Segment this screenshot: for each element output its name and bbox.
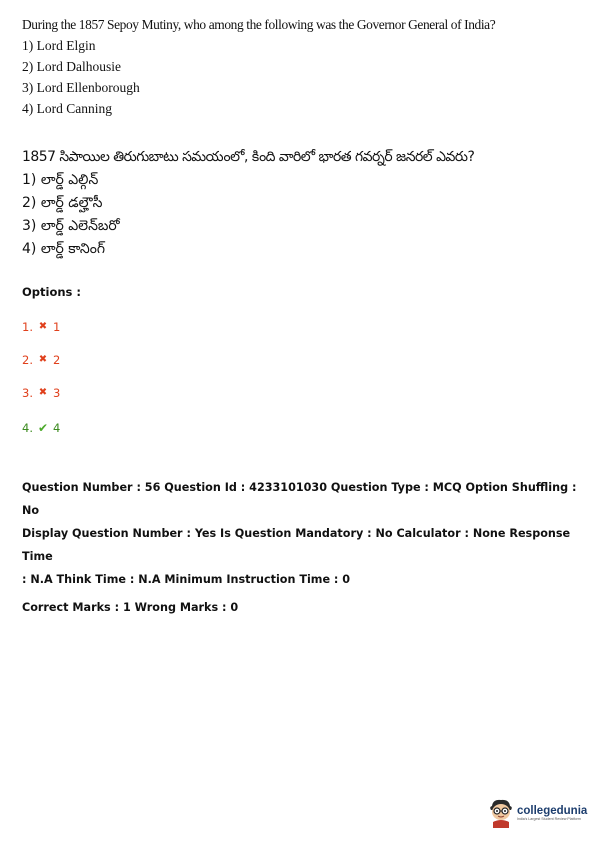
choice-value: 1 [52,320,61,334]
option-english-3: 3) Lord Ellenborough [22,80,140,95]
marks-line: Correct Marks : 1 Wrong Marks : 0 [22,601,239,614]
choice-number: 3. [22,386,33,400]
cross-icon: ✖ [38,387,48,398]
cross-icon: ✖ [38,354,48,365]
question-telugu [22,146,577,261]
options-heading: Options : [22,285,81,299]
choice-4 [22,421,60,435]
logo-brand: collegedunia [517,804,588,817]
mascot-icon [488,798,514,828]
choice-number: 2. [22,353,33,367]
option-english-4: 4) Lord Canning [22,101,112,116]
collegedunia-logo [488,798,587,828]
cross-icon: ✖ [38,321,48,332]
choice-number: 4. [22,421,33,435]
choice-number: 1. [22,320,33,334]
question-text-english: During the 1857 Sepoy Mutiny, who among the following was the Governor General of India? [22,17,496,32]
metadata-line-1: Question Number : 56 Question Id : 4233101030 Question Type : MCQ Option Shuffling : No [22,481,577,517]
choice-3 [22,386,60,400]
logo-tagline: India's Largest Student Review Platform [517,816,581,821]
option-telugu-3: 3) లార్డ్ ఎలెన్‌బరో [22,218,120,234]
choice-value: 2 [52,353,61,367]
check-icon: ✔ [37,421,49,435]
logo-text [517,805,587,822]
option-english-2: 2) Lord Dalhousie [22,59,121,74]
metadata-line-3: : N.A Think Time : N.A Minimum Instruction Time : 0 [22,573,351,586]
option-telugu-4: 4) లార్డ్ కానింగ్ [22,241,106,257]
question-english [22,14,577,119]
option-english-1: 1) Lord Elgin [22,38,96,53]
choice-2 [22,353,60,367]
option-telugu-1: 1) లార్డ్ ఎల్గిన్ [22,172,99,188]
choice-value: 4 [52,421,61,435]
metadata-line-2: Display Question Number : Yes Is Question Mandatory : No Calculator : None Response Time [22,527,571,563]
choice-value: 3 [52,386,61,400]
question-metadata [22,476,582,619]
option-telugu-2: 2) లార్డ్ డల్హౌసీ [22,195,103,211]
question-text-telugu: 1857 సిపాయిల తిరుగుబాటు సమయంలో, కింది వారిలో భారత గవర్నర్ జనరల్ ఎవరు? [22,149,475,165]
choice-1 [22,320,60,334]
